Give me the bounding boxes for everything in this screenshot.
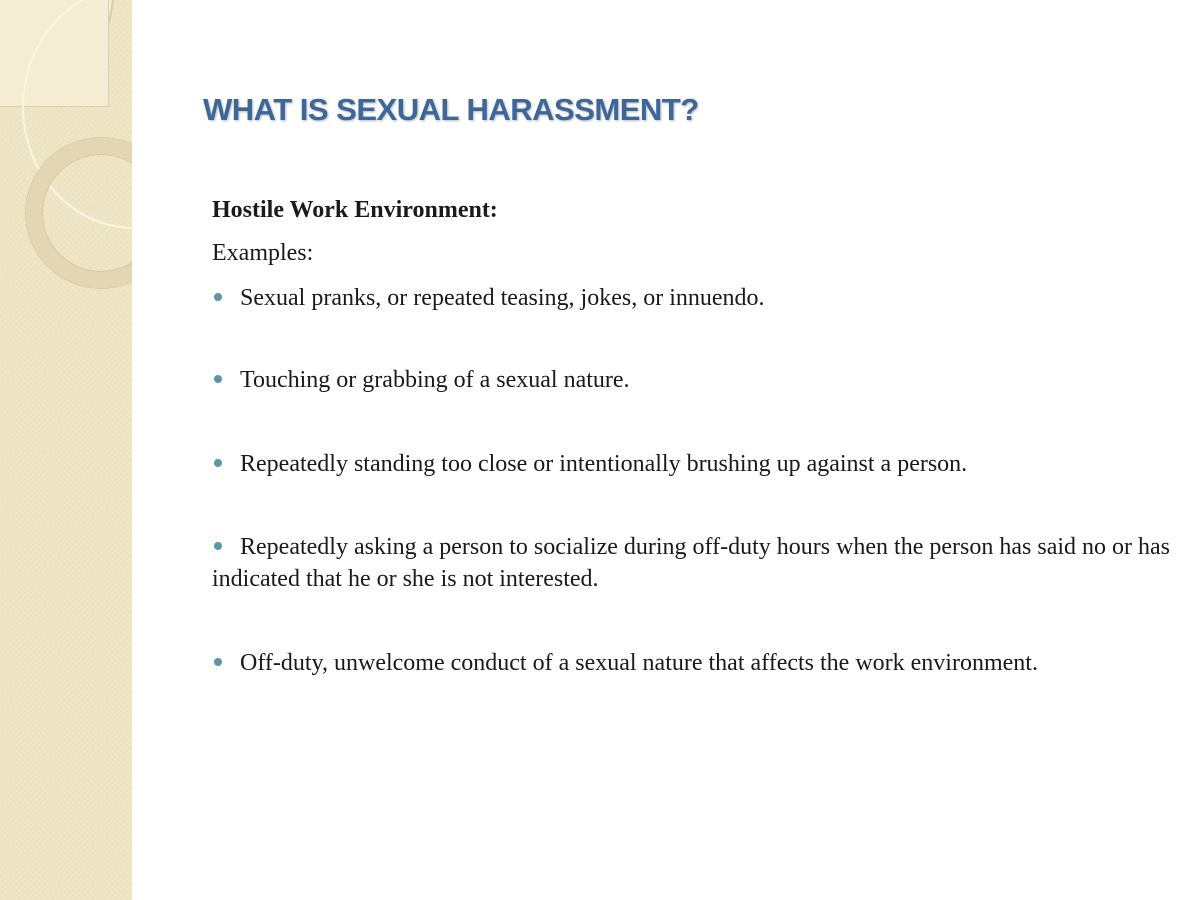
slide-title: WHAT IS SEXUAL HARASSMENT? [203,92,699,127]
bullet-icon [214,542,222,550]
bullet-icon [214,658,222,666]
bullet-icon [214,293,222,301]
bullet-item [212,364,1172,396]
bullet-item [212,647,1172,679]
bullet-item [212,282,1172,314]
bullet-text: Repeatedly standing too close or intentionally brushing up against a person. [240,451,968,477]
bullet-text: Touching or grabbing of a sexual nature. [240,367,630,393]
bullet-icon [214,459,222,467]
bullet-item [212,531,1172,595]
bullet-icon [214,375,222,383]
bullet-text: Off-duty, unwelcome conduct of a sexual nature that affects the work environment. [240,650,1038,676]
bullet-text: Repeatedly asking a person to socialize during off-duty hours when the person has said no or has indicated that he or she is not interested. [212,534,1170,592]
bullet-text: Sexual pranks, or repeated teasing, jokes, or innuendo. [240,285,765,311]
section-heading: Hostile Work Environment: [212,197,498,223]
examples-label: Examples: [212,240,314,266]
bullet-item [212,448,1172,480]
